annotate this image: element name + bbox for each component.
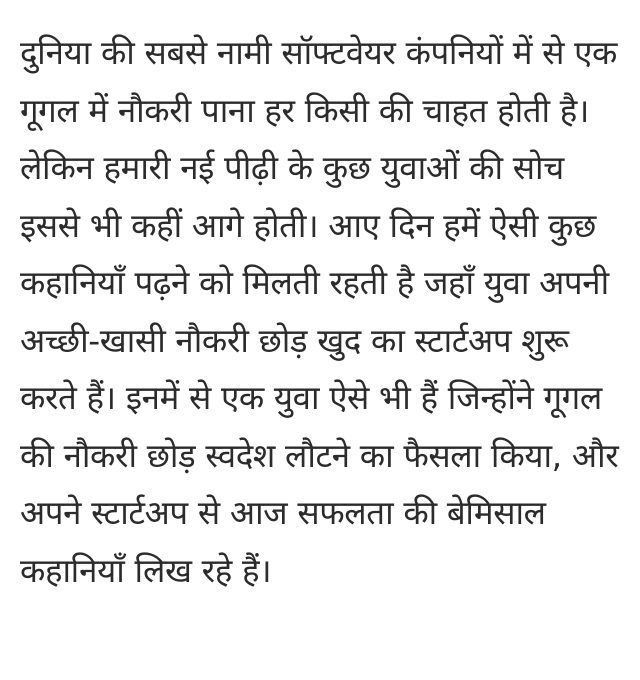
article-paragraph: दुनिया की सबसे नामी सॉफ्टवेयर कंपनियों में से एक गूगल में नौकरी पाना हर किसी की चाहत होती है। लेकिन हमारी नई पीढ़ी के कुछ युवाओं की सोच इससे भी कहीं आगे होती। आए दिन हमें ऐसी कुछ कहानियाँ पढ़ने को मिलती रहती है जहाँ युवा अपनी अच्छी-खासी नौकरी छोड़ खुद का स्टार्टअप शुरू करते हैं। इनमें से एक युवा ऐसे भी हैं जिन्होंने गूगल की नौकरी छोड़ स्वदेश लौटने का फैसला किया, और अपने स्टार्टअप से आज सफलता की बेमिसाल कहानियाँ लिख रहे हैं। — [20, 33, 619, 590]
